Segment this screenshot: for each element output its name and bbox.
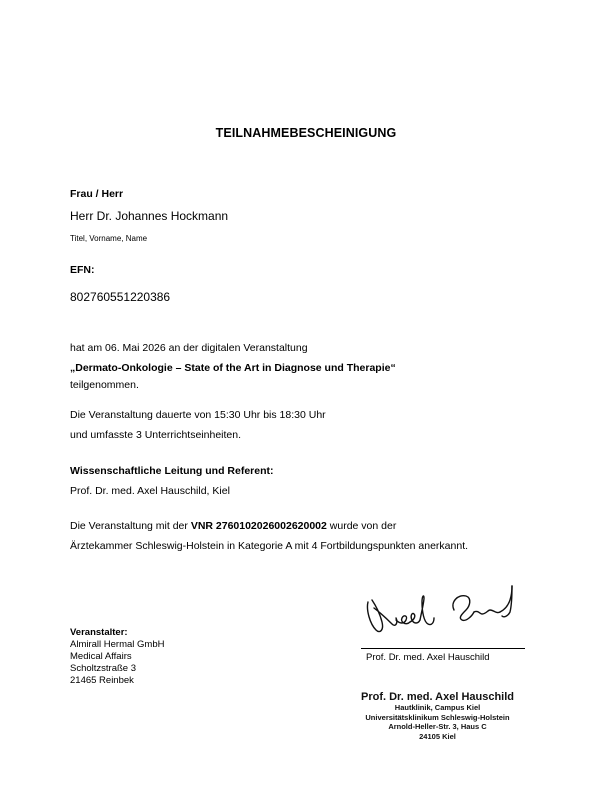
organizer-block xyxy=(70,627,164,687)
stamp-name: Prof. Dr. med. Axel Hauschild xyxy=(360,691,515,703)
accreditation-prefix: Die Veranstaltung mit der xyxy=(70,520,191,532)
efn-label: EFN: xyxy=(70,264,95,276)
efn-value: 802760551220386 xyxy=(70,290,171,304)
event-duration-1: Die Veranstaltung dauerte von 15:30 Uhr bis 18:30 Uhr xyxy=(70,409,326,421)
event-line-3: teilgenommen. xyxy=(70,379,139,391)
stamp-line: 24105 Kiel xyxy=(419,731,456,741)
accreditation-line-2: Ärztekammer Schleswig-Holstein in Kategorie A mit 4 Fortbildungspunkten anerkannt. xyxy=(70,540,469,552)
accreditation-suffix: wurde von der xyxy=(326,520,397,532)
lead-label: Wissenschaftliche Leitung und Referent: xyxy=(70,465,274,477)
organizer-line: Scholtzstraße 3 xyxy=(70,663,136,674)
participant-name: Herr Dr. Johannes Hockmann xyxy=(70,209,229,223)
participant-label: Frau / Herr xyxy=(70,188,124,200)
accreditation-line-1 xyxy=(70,520,396,532)
organizer-label: Veranstalter: xyxy=(70,627,128,638)
signature-caption: Prof. Dr. med. Axel Hauschild xyxy=(366,652,490,663)
organizer-line: Almirall Hermal GmbH xyxy=(70,639,165,650)
signature-line xyxy=(361,648,525,649)
stamp-line: Arnold-Heller-Str. 3, Haus C xyxy=(388,722,487,731)
event-duration-2: und umfasste 3 Unterrichtseinheiten. xyxy=(70,429,242,441)
event-line-1: hat am 06. Mai 2026 an der digitalen Veranstaltung xyxy=(70,342,308,354)
event-title: „Dermato-Onkologie – State of the Art in Diagnose und Therapie“ xyxy=(70,362,396,374)
lead-value: Prof. Dr. med. Axel Hauschild, Kiel xyxy=(70,485,230,497)
vnr-number: VNR 2760102026002620002 xyxy=(190,520,327,532)
participant-hint: Titel, Vorname, Name xyxy=(70,234,148,243)
organizer-line: Medical Affairs xyxy=(70,651,132,662)
organizer-line: 21465 Reinbek xyxy=(70,675,134,686)
document-title: TEILNAHMEBESCHEINIGUNG xyxy=(215,126,397,140)
clinic-stamp xyxy=(350,691,525,741)
stamp-line: Hautklinik, Campus Kiel xyxy=(394,703,481,712)
stamp-line: Universitätsklinikum Schleswig-Holstein xyxy=(365,712,510,722)
handwritten-signature xyxy=(362,580,522,642)
